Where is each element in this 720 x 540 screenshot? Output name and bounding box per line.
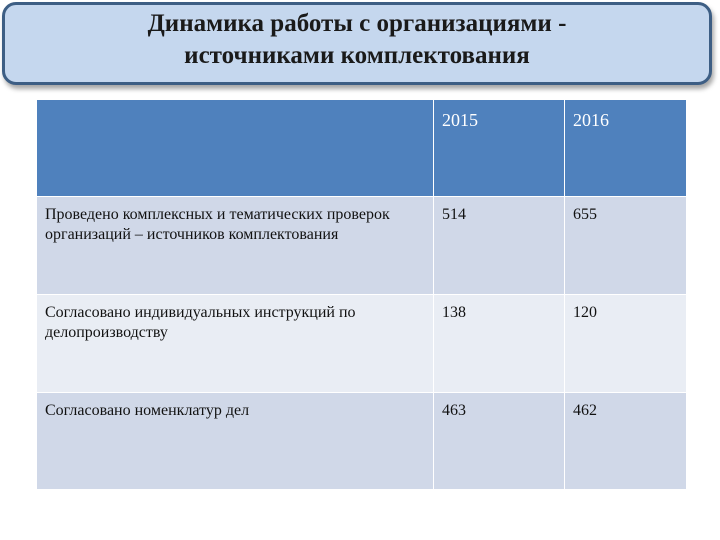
table-row [37,197,687,295]
statistics-table [36,99,687,490]
value-2015: 138 [434,295,565,393]
header-cell-2016: 2016 [565,100,687,197]
row-label: Проведено комплексных и тематических проверок организаций – источников комплектования [37,197,434,295]
value-2016: 655 [565,197,687,295]
row-label: Согласовано номенклатур дел [37,393,434,490]
header-cell-label [37,100,434,197]
header-cell-2015: 2015 [434,100,565,197]
row-label: Согласовано индивидуальных инструкций по делопроизводству [37,295,434,393]
value-2015: 514 [434,197,565,295]
value-2016: 462 [565,393,687,490]
value-2016: 120 [565,295,687,393]
title-banner [2,2,712,85]
slide-title: Динамика работы с организациями - источниками комплектования [147,9,567,69]
table-row [37,393,687,490]
value-2015: 463 [434,393,565,490]
table-row [37,295,687,393]
table-header-row [37,100,687,197]
